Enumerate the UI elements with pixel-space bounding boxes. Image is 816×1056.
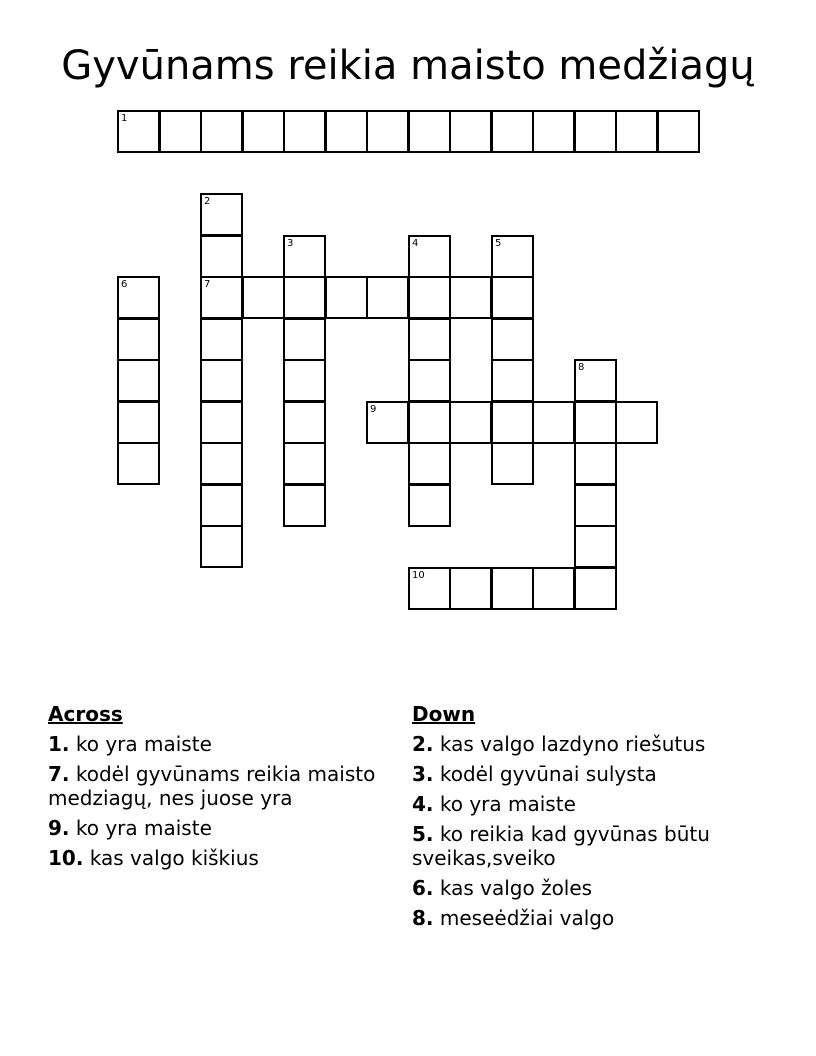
grid-cell[interactable] [532, 110, 575, 153]
grid-cell[interactable] [200, 401, 243, 444]
grid-cell[interactable] [200, 525, 243, 568]
grid-cell[interactable] [200, 359, 243, 402]
grid-cell[interactable] [325, 276, 368, 319]
clue-number: 6. [412, 876, 434, 900]
clue-number: 5. [412, 822, 434, 846]
clue-number: 3. [412, 762, 434, 786]
grid-cell[interactable] [408, 359, 451, 402]
grid-cell[interactable] [574, 401, 617, 444]
grid-cell[interactable] [615, 110, 658, 153]
grid-cell[interactable] [283, 401, 326, 444]
grid-cell[interactable] [491, 359, 534, 402]
grid-cell[interactable] [283, 442, 326, 485]
grid-cell[interactable] [200, 442, 243, 485]
clue-text: ko yra maiste [433, 792, 576, 816]
clue-text: meseėdžiai valgo [433, 906, 615, 930]
clue-across-10 [48, 846, 378, 870]
clue-text: kas valgo lazdyno riešutus [433, 732, 706, 756]
grid-cell[interactable] [200, 276, 243, 319]
grid-cell[interactable] [408, 442, 451, 485]
cell-number: 4 [412, 238, 419, 249]
clue-down-2 [412, 732, 772, 756]
grid-cell[interactable] [200, 110, 243, 153]
clue-text: ko reikia kad gyvūnas būtu sveikas,sveiko [412, 822, 710, 870]
grid-cell[interactable] [657, 110, 700, 153]
clue-down-4 [412, 792, 772, 816]
grid-cell[interactable] [366, 110, 409, 153]
clue-number: 7. [48, 762, 70, 786]
grid-cell[interactable] [366, 401, 409, 444]
grid-cell[interactable] [325, 110, 368, 153]
grid-cell[interactable] [408, 110, 451, 153]
clue-text: kodėl gyvūnams reikia maisto medziagų, nes juose yra [48, 762, 376, 810]
grid-cell[interactable] [491, 442, 534, 485]
grid-cell[interactable] [117, 359, 160, 402]
grid-cell[interactable] [408, 235, 451, 278]
cell-number: 5 [495, 238, 502, 249]
cell-number: 7 [204, 279, 211, 290]
grid-cell[interactable] [200, 318, 243, 361]
grid-cell[interactable] [532, 567, 575, 610]
grid-cell[interactable] [491, 401, 534, 444]
grid-cell[interactable] [449, 276, 492, 319]
grid-cell[interactable] [117, 401, 160, 444]
grid-cell[interactable] [283, 318, 326, 361]
clue-text: ko yra maiste [69, 732, 212, 756]
clue-across-1 [48, 732, 378, 756]
grid-cell[interactable] [283, 359, 326, 402]
clue-down-3 [412, 762, 772, 786]
clue-down-8 [412, 906, 772, 930]
cell-number: 1 [121, 113, 128, 124]
grid-cell[interactable] [574, 484, 617, 527]
clue-number: 9. [48, 816, 70, 840]
grid-cell[interactable] [159, 110, 202, 153]
cell-number: 2 [204, 196, 211, 207]
grid-cell[interactable] [242, 110, 285, 153]
grid-cell[interactable] [408, 276, 451, 319]
clue-across-9 [48, 816, 378, 840]
across-heading: Across [48, 702, 123, 726]
grid-cell[interactable] [491, 235, 534, 278]
down-clues [412, 702, 772, 936]
across-clues [48, 702, 378, 876]
grid-cell[interactable] [283, 110, 326, 153]
cell-number: 10 [412, 570, 425, 581]
grid-cell[interactable] [491, 318, 534, 361]
down-heading: Down [412, 702, 476, 726]
grid-cell[interactable] [532, 401, 575, 444]
grid-cell[interactable] [200, 484, 243, 527]
clue-text: kodėl gyvūnai sulysta [433, 762, 657, 786]
grid-cell[interactable] [200, 235, 243, 278]
cell-number: 8 [578, 362, 585, 373]
cell-number: 9 [370, 404, 377, 415]
clue-number: 2. [412, 732, 434, 756]
grid-cell[interactable] [491, 110, 534, 153]
clue-text: kas valgo žoles [433, 876, 593, 900]
grid-cell[interactable] [242, 276, 285, 319]
grid-cell[interactable] [574, 110, 617, 153]
grid-cell[interactable] [117, 276, 160, 319]
clue-across-7 [48, 762, 378, 810]
grid-cell[interactable] [449, 401, 492, 444]
cell-number: 6 [121, 279, 128, 290]
grid-cell[interactable] [574, 442, 617, 485]
clue-number: 4. [412, 792, 434, 816]
grid-cell[interactable] [117, 318, 160, 361]
grid-cell[interactable] [449, 567, 492, 610]
grid-cell[interactable] [449, 110, 492, 153]
grid-cell[interactable] [574, 567, 617, 610]
grid-cell[interactable] [283, 276, 326, 319]
clue-number: 8. [412, 906, 434, 930]
clue-number: 1. [48, 732, 70, 756]
clue-down-6 [412, 876, 772, 900]
clue-number: 10. [48, 846, 84, 870]
grid-cell[interactable] [491, 567, 534, 610]
cell-number: 3 [287, 238, 294, 249]
clue-down-5 [412, 822, 772, 870]
grid-cell[interactable] [283, 235, 326, 278]
page-title: Gyvūnams reikia maisto medžiagų [61, 43, 755, 89]
grid-cell[interactable] [117, 442, 160, 485]
grid-cell[interactable] [200, 193, 243, 236]
grid-cell[interactable] [491, 276, 534, 319]
clue-text: ko yra maiste [69, 816, 212, 840]
grid-cell[interactable] [283, 484, 326, 527]
grid-cell[interactable] [574, 359, 617, 402]
grid-cell[interactable] [408, 484, 451, 527]
grid-cell[interactable] [366, 276, 409, 319]
clue-text: kas valgo kiškius [83, 846, 259, 870]
grid-cell[interactable] [408, 401, 451, 444]
grid-cell[interactable] [117, 110, 160, 153]
grid-cell[interactable] [574, 525, 617, 568]
grid-cell[interactable] [615, 401, 658, 444]
grid-cell[interactable] [408, 318, 451, 361]
grid-cell[interactable] [408, 567, 451, 610]
